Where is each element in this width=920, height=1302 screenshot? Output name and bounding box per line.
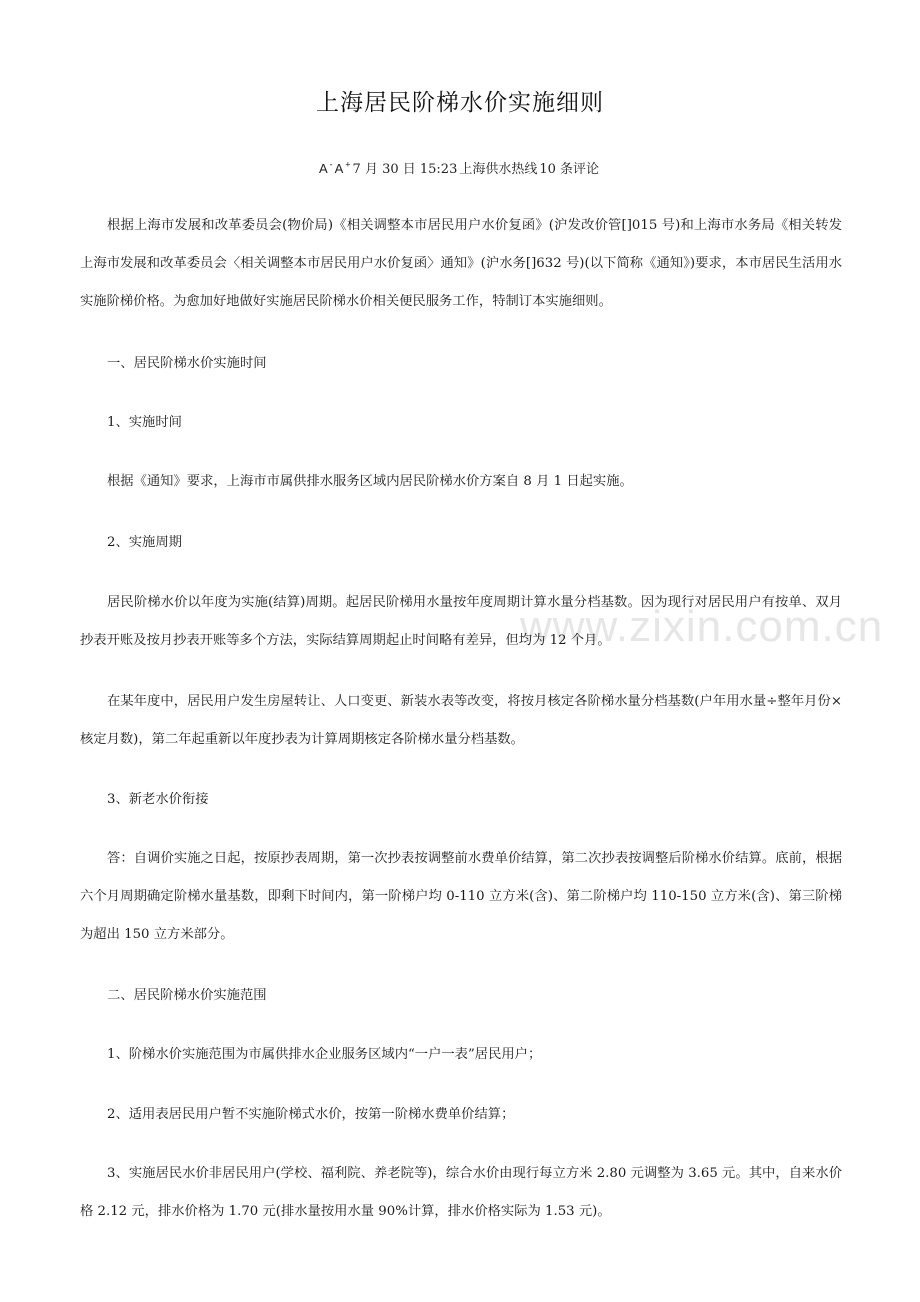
paragraph-1-3: 答：自调价实施之日起，按原抄表周期，第一次抄表按调整前水费单价结算，第二次抄表按调整后阶梯水价结算。底前，根据六个月周期确定阶梯水量基数，即剩下时间内，第一阶梯户均 0-110 立方米(含)、第二阶梯户均 110-150 立方米(含)、第三阶梯为超出 150 立方米部分。 [80,851,842,942]
publish-date: 7 月 30 日 15:23 [352,162,458,177]
subheading-1-2: 2、实施周期 [107,535,182,550]
watermark: www.zixin.com.cn [520,602,884,651]
section-heading-2: 二、居民阶梯水价实施范围 [107,988,267,1003]
font-increase-sign: + [345,159,351,170]
paragraph-1-2a: 居民阶梯水价以年度为实施(结算)周期。起居民阶梯用水量按年度周期计算水量分档基数。因为现行对居民用户有按单、双月抄表开账及按月抄表开账等多个方法，实际结算周期起止时间略有差异，但均为 12 个月。 [80,595,842,648]
font-increase-button[interactable] [335,161,351,176]
list-item-2-2: 2、适用表居民用户暂不实施阶梯式水价，按第一阶梯水费单价结算； [107,1107,515,1122]
subheading-1-1: 1、实施时间 [107,415,182,430]
font-decrease-button[interactable] [319,161,333,176]
list-item-2-3: 3、实施居民水价非居民用户(学校、福利院、养老院等)，综合水价由现行每立方米 2.80 元调整为 3.65 元。其中，自来水价格 2.12 元，排水价格为 1.70 元(排水量按用水量 90%计算，排水价格实际为 1.53 元)。 [80,1166,842,1219]
font-increase-label: A [334,161,344,176]
section-heading-1: 一、居民阶梯水价实施时间 [107,356,267,371]
page-title: 上海居民阶梯水价实施细则 [316,90,604,116]
font-decrease-sign: - [329,159,333,170]
font-decrease-label: A [318,161,328,176]
comments-link[interactable]: 10 条评论 [539,162,600,177]
list-item-2-1: 1、阶梯水价实施范围为市属供排水企业服务区域内“一户一表”居民用户； [107,1047,542,1062]
paragraph-intro: 根据上海市发展和改革委员会(物价局)《相关调整本市居民用户水价复函》(沪发改价管[]015 号)和上海市水务局《相关转发上海市发展和改革委员会〈相关调整本市居民用户水价复函〉通知》(沪水务[]632 号)(以下简称《通知》)要求，本市居民生活用水实施阶梯价格。为愈加好地做好实施居民阶梯水价相关便民服务工作，特制订本实施细则。 [80,218,842,309]
subheading-1-3: 3、新老水价衔接 [107,792,209,807]
paragraph-1-2b: 在某年度中，居民用户发生房屋转让、人口变更、新装水表等改变，将按月核定各阶梯水量分档基数(户年用水量÷整年月份×核定月数)，第二年起重新以年度抄表为计算周期核定各阶梯水量分档基数。 [80,694,842,747]
source-name: 上海供水热线 [459,162,538,177]
article-meta [0,158,920,177]
paragraph-1-1: 根据《通知》要求，上海市市属供排水服务区域内居民阶梯水价方案自 8 月 1 日起实施。 [107,474,633,489]
